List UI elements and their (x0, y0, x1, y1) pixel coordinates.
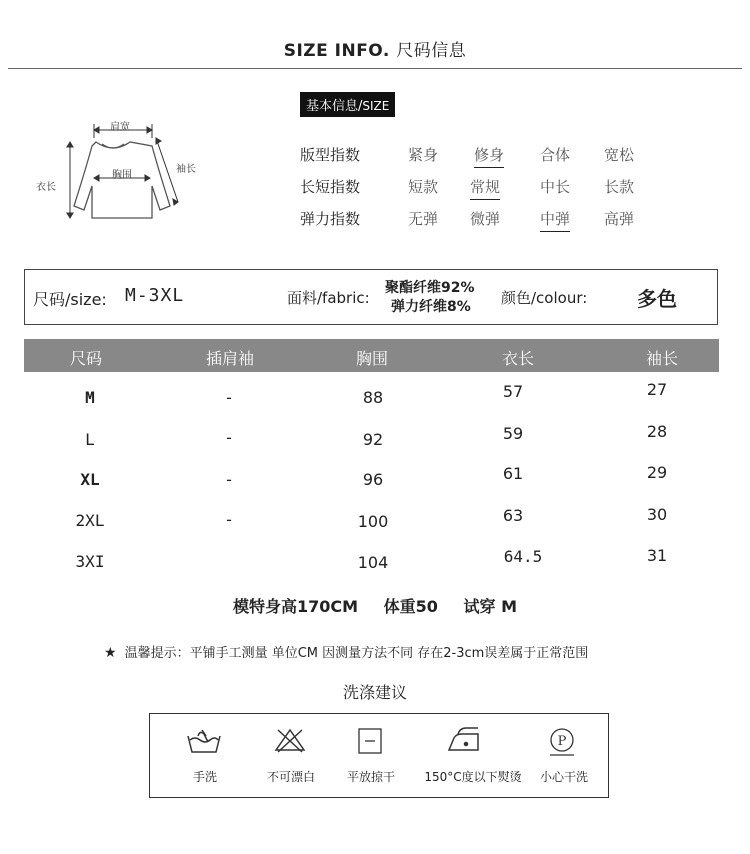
fit-option-selected: 修身 (474, 144, 504, 168)
basic-info-tag-en: SIZE (362, 99, 390, 113)
tip-text: 温馨提示：平铺手工测量 单位CM 因测量方法不同 存在2-3cm误差属于正常范围 (124, 646, 589, 661)
fit-option: 宽松 (604, 146, 635, 164)
no-bleach-label: 不可漂白 (266, 770, 315, 784)
fit-option: 紧身 (408, 146, 439, 164)
iron-icon (446, 726, 482, 756)
stretch-index-label: 弹力指数 (300, 210, 361, 228)
model-weight: 体重50 (383, 597, 438, 616)
table-cell-length: 59 (502, 424, 524, 443)
hand-wash-label: 手洗 (192, 770, 217, 784)
table-cell-sleeve: 30 (646, 505, 668, 524)
table-cell-chest: 100 (357, 512, 389, 531)
table-cell-raglan: - (226, 510, 232, 529)
length-index-label: 长短指数 (300, 178, 361, 196)
fit-option: 合体 (540, 146, 571, 164)
fit-index-label: 版型指数 (300, 146, 361, 164)
table-cell-sleeve: 29 (646, 463, 668, 482)
size-label: 尺码/size: (33, 290, 107, 309)
table-cell-size: M (85, 388, 95, 407)
length-option: 短款 (408, 178, 439, 196)
size-value: M-3XL (125, 285, 185, 306)
fabric-line-2: 弹力纤维8% (391, 299, 471, 315)
dry-clean-letter: P (557, 734, 567, 749)
colour-label: 颜色/colour: (501, 289, 588, 307)
length-option: 中长 (540, 178, 571, 196)
table-cell-chest: 88 (362, 388, 384, 407)
table-cell-sleeve: 27 (646, 380, 668, 399)
table-cell-sleeve: 28 (646, 422, 668, 441)
hand-wash-icon (184, 726, 224, 756)
length-option-selected: 常规 (470, 176, 500, 200)
table-cell-raglan: - (226, 470, 232, 489)
title-cn: 尺码信息 (396, 41, 467, 61)
length-label: 衣长 (36, 182, 56, 193)
colour-value: 多色 (637, 287, 677, 311)
table-cell-chest: 104 (357, 553, 389, 572)
model-height: 模特身高170CM (232, 597, 359, 616)
table-cell-size: XL (80, 470, 100, 489)
page-title (0, 36, 750, 61)
table-cell-chest: 92 (362, 430, 384, 449)
title-divider (8, 68, 742, 69)
wash-title: 洗涤建议 (342, 683, 407, 702)
dry-clean-icon (546, 726, 578, 758)
basic-info-tag (300, 92, 395, 117)
chest-label: 胸围 (112, 170, 132, 181)
table-cell-length: 57 (502, 382, 524, 401)
model-info (0, 594, 750, 617)
flat-dry-label: 平放掠干 (346, 770, 395, 784)
size-table-header (24, 339, 719, 372)
no-bleach-icon (272, 726, 308, 756)
table-cell-raglan: - (226, 388, 232, 407)
stretch-option: 高弹 (604, 210, 635, 228)
fabric-line-1: 聚酯纤维92% (385, 280, 475, 296)
table-cell-length: 63 (502, 506, 524, 525)
table-cell-size: 3XI (75, 552, 105, 571)
stretch-option: 无弹 (408, 210, 439, 228)
col-size-header: 尺码 (69, 349, 102, 368)
iron-label: 150°C度以下熨烫 (424, 770, 522, 784)
shoulder-label: 肩宽 (110, 122, 130, 133)
fabric-label: 面料/fabric: (287, 289, 370, 307)
basic-info-tag-cn: 基本信息/ (306, 99, 363, 114)
table-cell-length: 61 (502, 464, 524, 483)
stretch-option: 微弹 (470, 210, 501, 228)
table-cell-length: 64.5 (503, 547, 543, 566)
table-cell-sleeve: 31 (646, 546, 668, 565)
table-cell-size: 2XL (75, 511, 105, 530)
garment-diagram (28, 108, 218, 234)
product-info-box (24, 269, 718, 325)
sleeve-label: 袖长 (176, 164, 196, 175)
dry-clean-label: 小心干洗 (539, 770, 588, 784)
col-chest-header: 胸围 (355, 349, 388, 368)
model-tryon: 试穿 M (463, 597, 517, 616)
flat-dry-icon (356, 726, 384, 756)
measurement-tip (104, 642, 588, 661)
col-sleeve-header: 袖长 (645, 349, 678, 368)
col-raglan-header: 插肩袖 (205, 349, 254, 368)
table-cell-chest: 96 (362, 470, 384, 489)
table-cell-size: L (85, 430, 95, 449)
col-length-header: 衣长 (501, 349, 534, 368)
wash-instructions-box (149, 713, 609, 798)
length-option: 长款 (604, 178, 635, 196)
stretch-option-selected: 中弹 (540, 208, 570, 232)
title-en: SIZE INFO. (283, 41, 390, 61)
star-icon: ★ (104, 645, 117, 661)
table-cell-raglan: - (226, 428, 232, 447)
